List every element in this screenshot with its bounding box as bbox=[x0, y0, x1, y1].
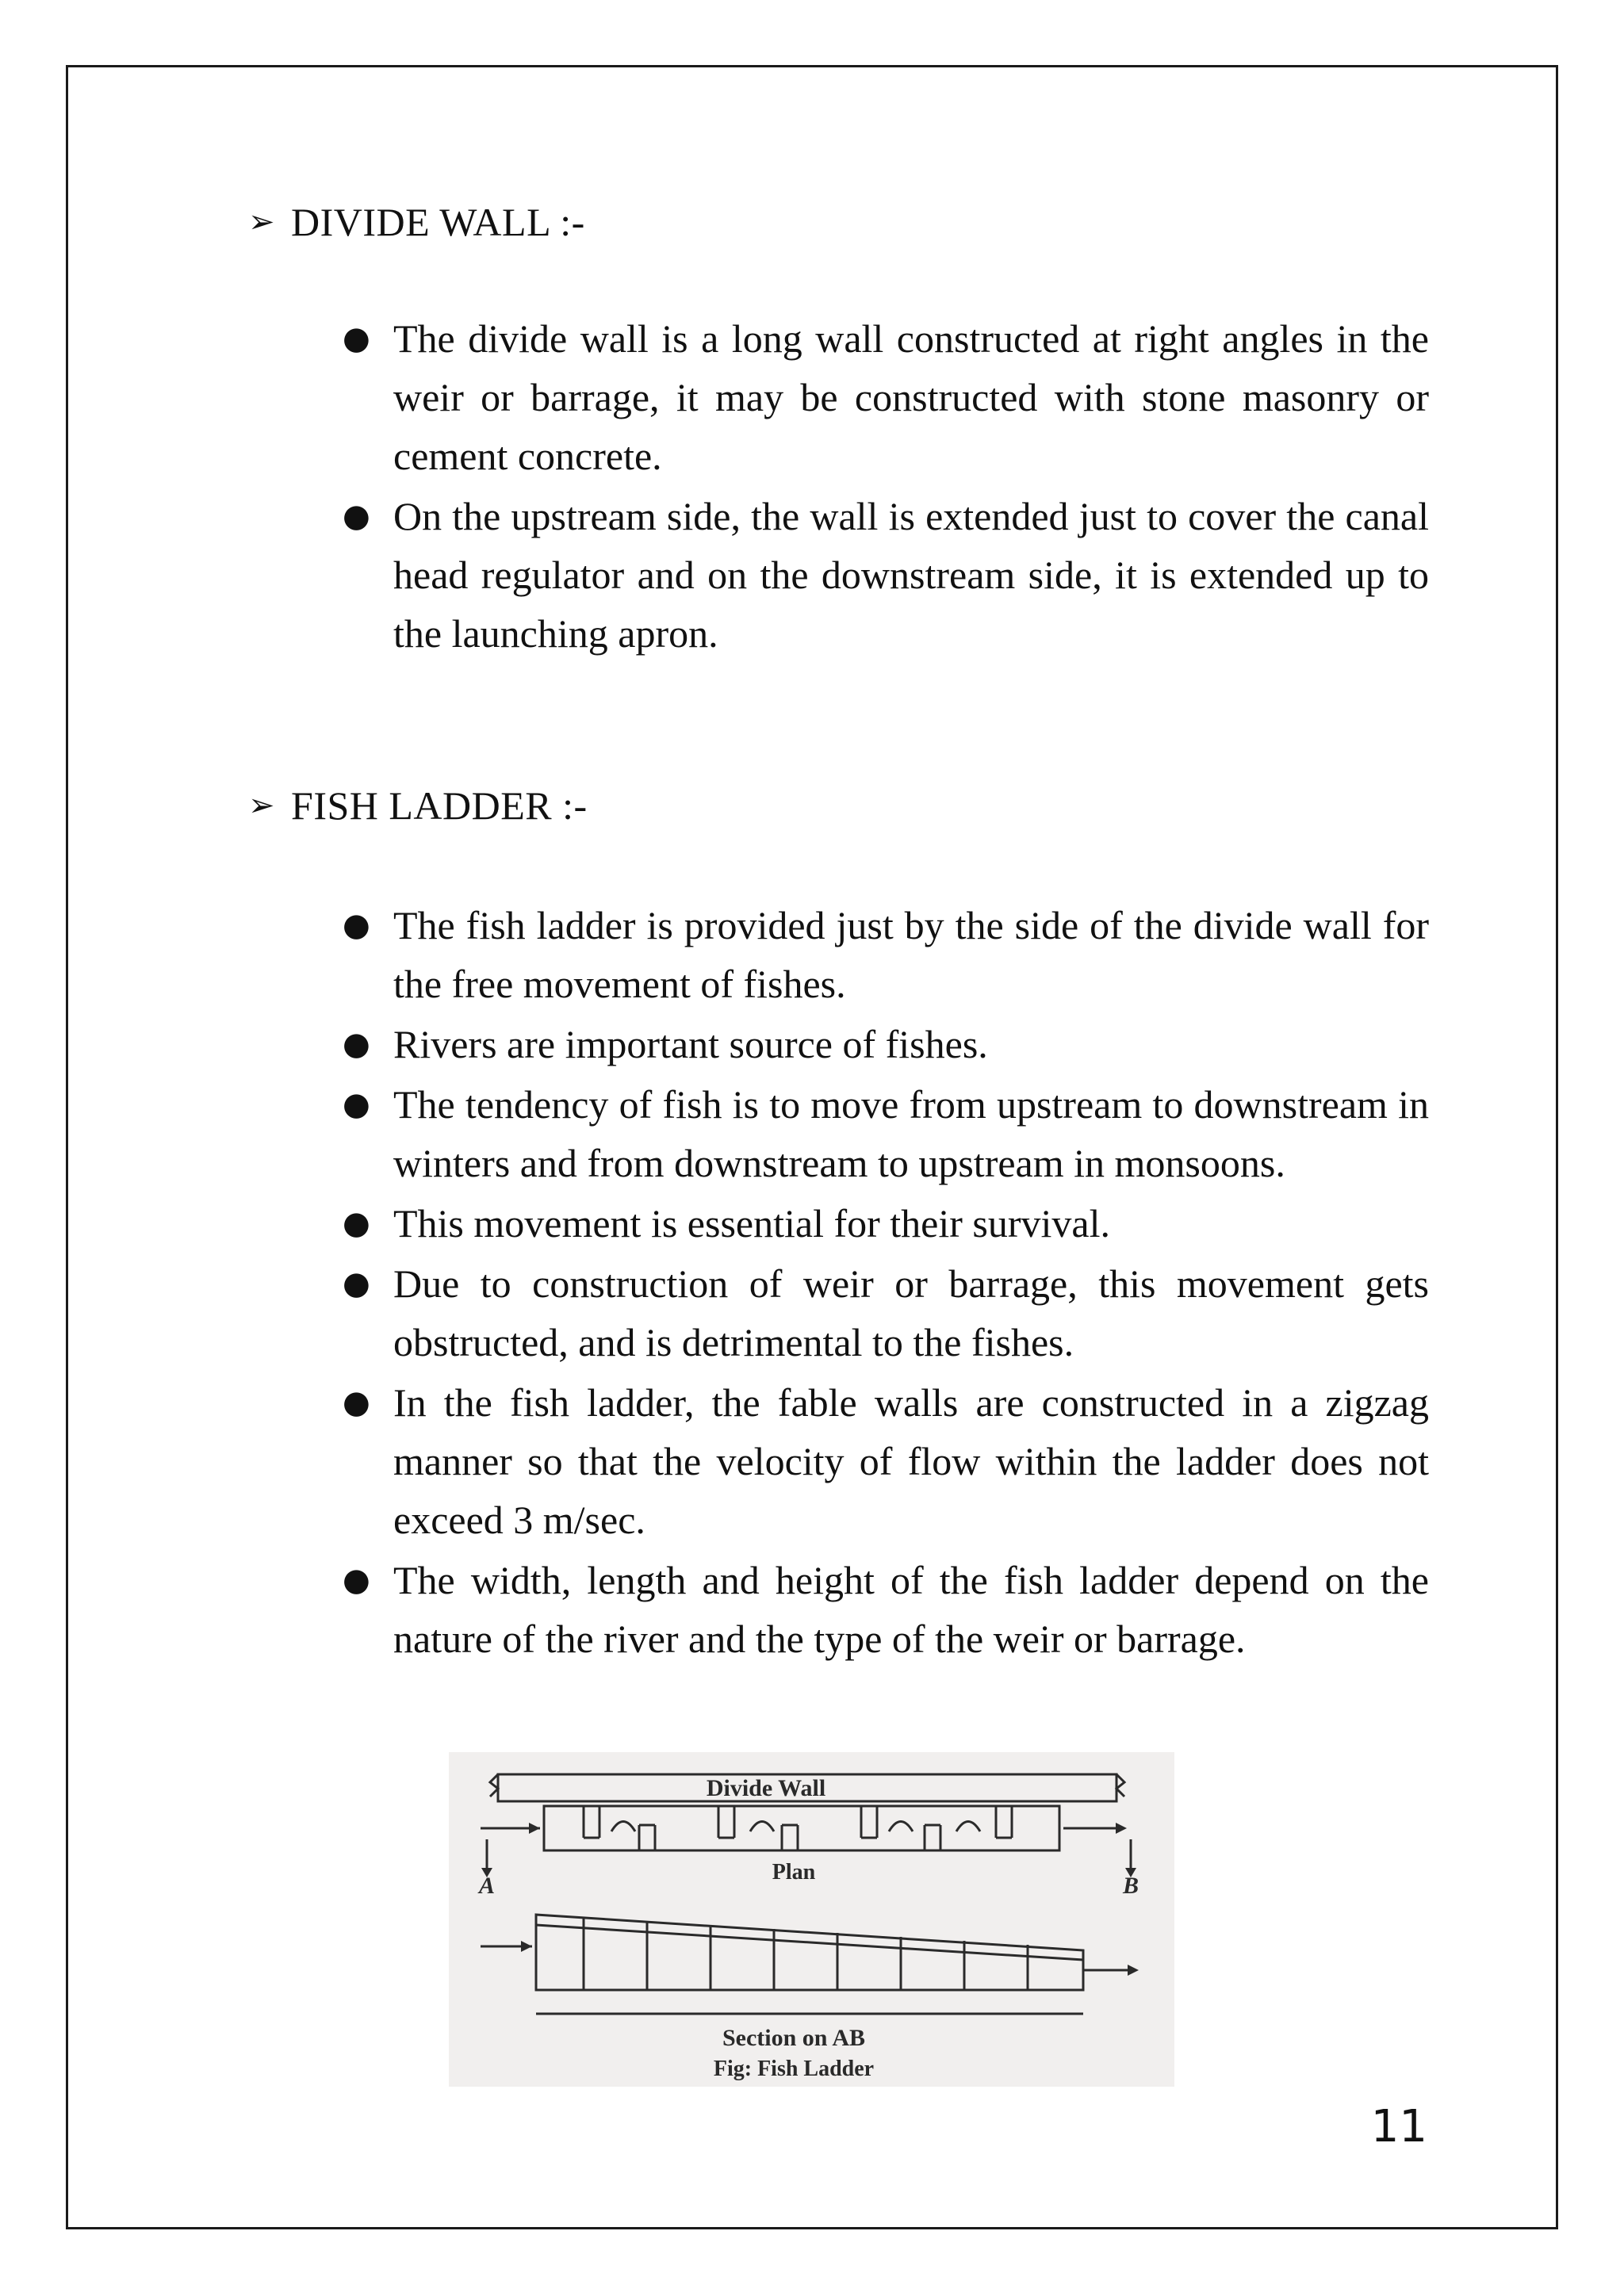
figure-caption: Fig: Fish Ladder bbox=[713, 2057, 875, 2081]
arrow-heads bbox=[481, 1823, 1139, 1976]
page-number: 11 bbox=[1370, 2101, 1427, 2152]
point-a-label: A bbox=[479, 1873, 496, 1899]
section-profile bbox=[536, 1915, 1083, 1990]
arrow-bullet-icon: ➢ bbox=[248, 787, 276, 824]
bullet-icon: ● bbox=[343, 1265, 370, 1302]
list-item: ● Rivers are important source of fishes. bbox=[393, 1015, 1429, 1073]
arrow-bullet-icon: ➢ bbox=[248, 204, 276, 240]
section-title: DIVIDE WALL :- bbox=[291, 200, 585, 244]
water-surface-line bbox=[536, 1925, 1083, 1960]
list-item: ● This movement is essential for their survival. bbox=[393, 1194, 1429, 1253]
divide-wall-bullet-list bbox=[343, 309, 1429, 664]
plan-channel bbox=[544, 1806, 1059, 1850]
plan-label: Plan bbox=[772, 1860, 816, 1885]
section-heading-fish-ladder bbox=[248, 782, 588, 829]
bullet-icon: ● bbox=[343, 320, 370, 357]
bullet-icon: ● bbox=[343, 1562, 370, 1598]
bullet-icon: ● bbox=[343, 498, 370, 534]
fish-ladder-figure bbox=[449, 1752, 1174, 2087]
divide-wall-label: Divide Wall bbox=[706, 1775, 826, 1801]
bullet-icon: ● bbox=[343, 1205, 370, 1242]
list-item: ● The tendency of fish is to move from upstream to downstream in winters and from downstream to upstream in monsoons. bbox=[393, 1075, 1429, 1192]
list-item: ● In the fish ladder, the fable walls are constructed in a zigzag manner so that the velocity of flow within the ladder does not exceed 3 m/sec. bbox=[393, 1373, 1429, 1549]
bullet-icon: ● bbox=[343, 1384, 370, 1421]
fish-ladder-bullet-list bbox=[343, 896, 1429, 1670]
section-label: Section on AB bbox=[722, 2025, 866, 2051]
section-heading-divide-wall bbox=[248, 198, 585, 246]
point-b-label: B bbox=[1123, 1873, 1139, 1899]
list-item: ● The width, length and height of the fish ladder depend on the nature of the river and the type of the weir or barrage. bbox=[393, 1551, 1429, 1668]
baffle-walls-plan bbox=[584, 1806, 1012, 1850]
bullet-icon: ● bbox=[343, 1086, 370, 1123]
bullet-icon: ● bbox=[343, 907, 370, 943]
list-item: ● The divide wall is a long wall constructed at right angles in the weir or barrage, it may be constructed with stone masonry or cement concrete. bbox=[393, 309, 1429, 485]
list-item: ● On the upstream side, the wall is extended just to cover the canal head regulator and on the downstream side, it is extended up to the launching apron. bbox=[393, 487, 1429, 663]
baffle-walls-section bbox=[584, 1917, 1028, 1990]
bullet-icon: ● bbox=[343, 1026, 370, 1062]
fish-ladder-diagram bbox=[449, 1752, 1174, 2087]
list-item: ● The fish ladder is provided just by the side of the divide wall for the free movement of fishes. bbox=[393, 896, 1429, 1013]
list-item: ● Due to construction of weir or barrage, this movement gets obstructed, and is detrimental to the fishes. bbox=[393, 1254, 1429, 1372]
section-title: FISH LADDER :- bbox=[291, 783, 588, 828]
